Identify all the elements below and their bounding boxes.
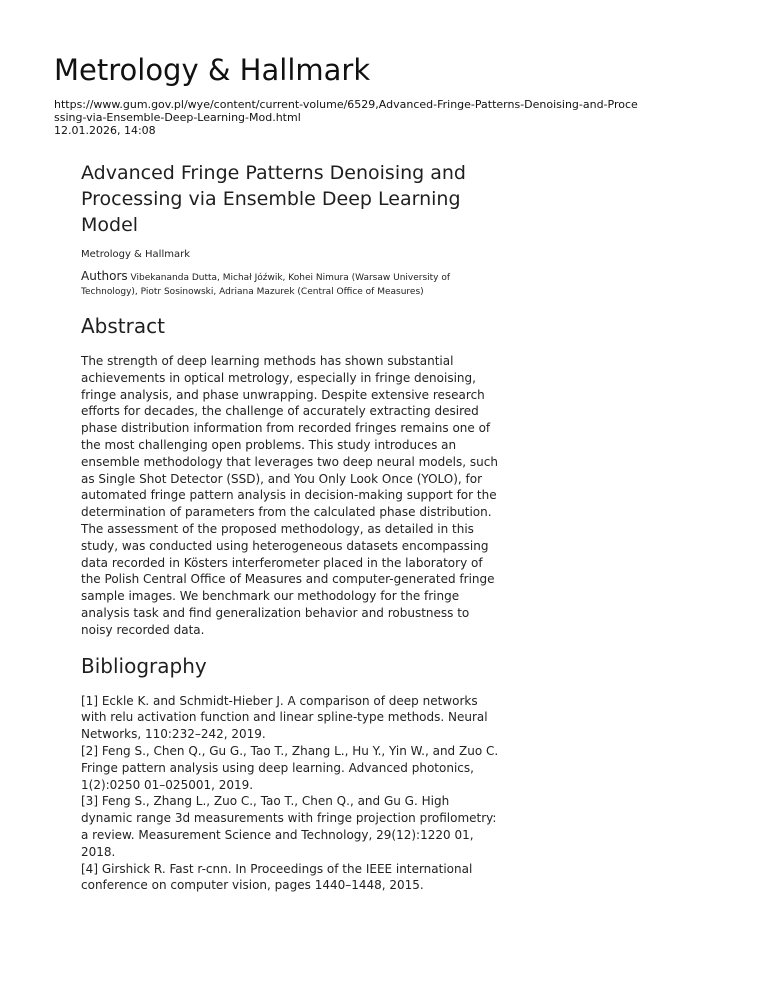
journal-name: Metrology & Hallmark xyxy=(81,249,191,260)
page-meta xyxy=(54,98,714,137)
bibliography-entry: [2] Feng S., Chen Q., Gu G., Tao T., Zhang L., Hu Y., Yin W., and Zuo C. Fringe pattern analysis using deep learning. Advanced photonics, 1(2):0250 01–025001, 2019. xyxy=(81,743,499,792)
bibliography-entry: [3] Feng S., Zhang L., Zuo C., Tao T., Chen Q., and Gu G. High dynamic range 3d measurements with fringe projection profilometry: a review. Measurement Science and Technology, 29(12):1220 01, 2018. xyxy=(81,794,497,859)
article-title: Advanced Fringe Patterns Denoising and Processing via Ensemble Deep Learning Model xyxy=(81,162,466,236)
bibliography-entry: [1] Eckle K. and Schmidt-Hieber J. A comparison of deep networks with relu activation function and linear spline-type methods. Neural Networks, 110:232–242, 2019. xyxy=(81,693,488,742)
site-title: Metrology & Hallmark xyxy=(54,53,371,87)
print-timestamp: 12.01.2026, 14:08 xyxy=(54,124,156,137)
authors xyxy=(81,269,501,299)
bibliography-entry: [4] Girshick R. Fast r-cnn. In Proceedings of the IEEE international conference on computer vision, pages 1440–1448, 2015. xyxy=(81,861,473,893)
abstract-heading: Abstract xyxy=(81,314,165,338)
authors-label: Authors xyxy=(81,269,128,283)
article xyxy=(81,160,501,894)
authors-list: Vibekananda Dutta, Michał Jóźwik, Kohei Nimura (Warsaw University of Technology), Piotr Sosinowski, Adriana Mazurek (Central Office of Measures) xyxy=(81,273,451,297)
bibliography-heading: Bibliography xyxy=(81,653,207,678)
bibliography-list xyxy=(81,693,501,895)
abstract-text: The strength of deep learning methods has shown substantial achievements in optical metrology, especially in fringe denoising, fringe analysis, and phase unwrapping. Despite extensive research efforts for decades, the challenge of accurately extracting desired phase distribution information from recorded fringes remains one of the most challenging open problems. This study introduces an ensemble methodology that leverages two deep neural models, such as Single Shot Detector (SSD), and You Only Look Once (YOLO), for automated fringe pattern analysis in decision-making support for the determination of parameters from the calculated phase distribution. The assessment of the proposed methodology, as detailed in this study, was conducted using heterogeneous datasets encompassing data recorded in Kösters interferometer placed in the laboratory of the Polish Central Office of Measures and computer-generated fringe sample images. We benchmark our methodology for the fringe analysis task and find generalization behavior and robustness to noisy recorded data. xyxy=(81,354,498,637)
page-url-line-1: https://www.gum.gov.pl/wye/content/current-volume/6529,Advanced-Fringe-Patterns-Denoising-and-Proce xyxy=(54,98,638,111)
page-url-line-2: ssing-via-Ensemble-Deep-Learning-Mod.html xyxy=(54,111,301,124)
